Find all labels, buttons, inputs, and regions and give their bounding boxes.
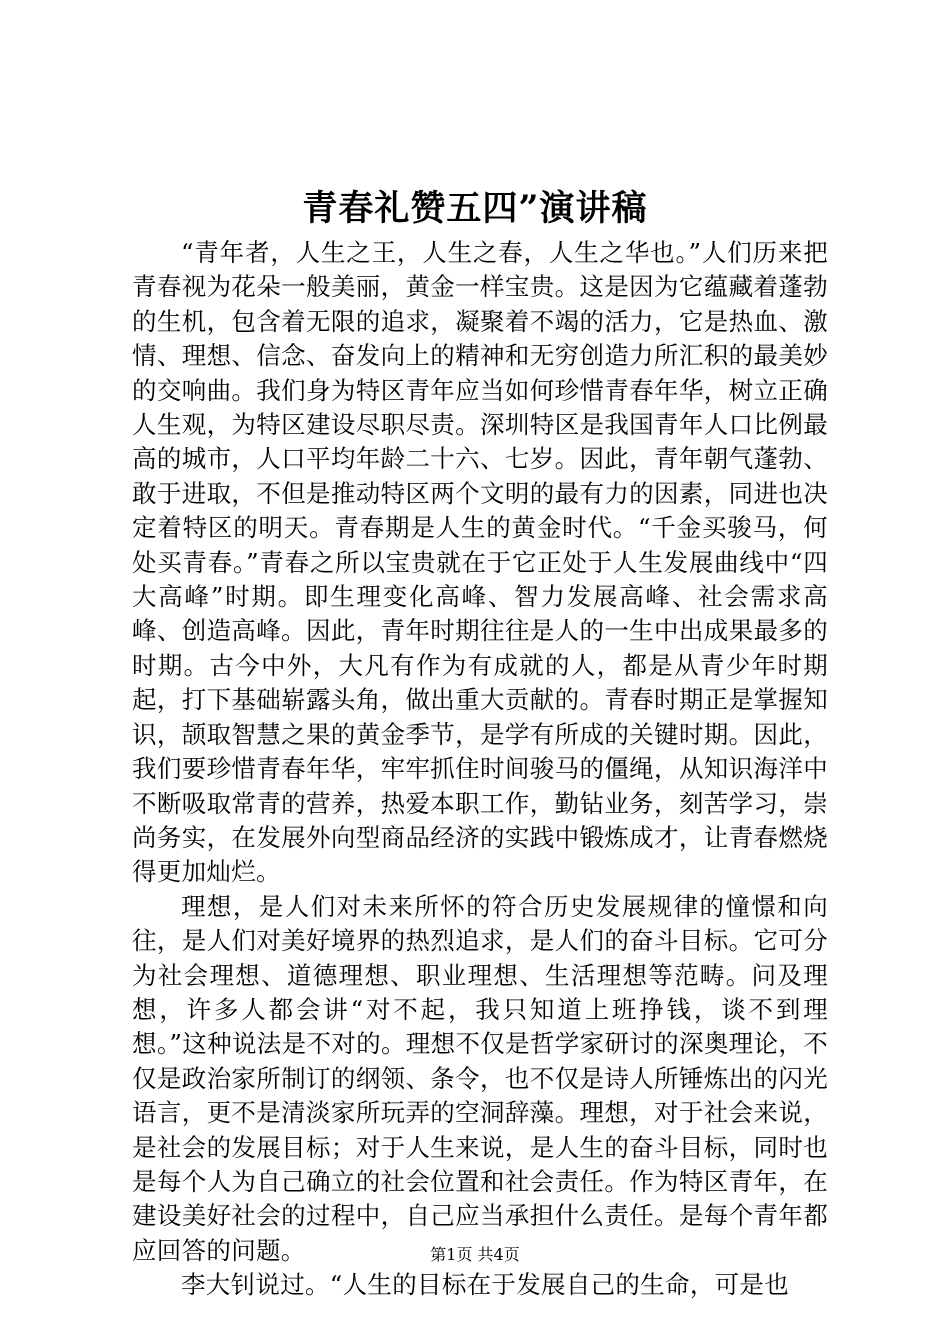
page-footer: 第1页 共4页	[430, 1245, 520, 1264]
document-body	[132, 236, 828, 1303]
paragraph-youth: “青年者，人生之王，人生之春，人生之华也。”人们历来把青春视为花朵一般美丽，黄金一样宝贵。这是因为它蕴藏着蓬勃的生机，包含着无限的追求，凝聚着不竭的活力，它是热血、激情、理想、信念、奋发向上的精神和无穷创造力所汇积的最美妙的交响曲。我们身为特区青年应当如何珍惜青春年华，树立正确人生观，为特区建设尽职尽责。深圳特区是我国青年人口比例最高的城市，人口平均年龄二十六、七岁。因此，青年朝气蓬勃、敢于进取，不但是推动特区两个文明的最有力的因素，同进也决定着特区的明天。青春期是人生的黄金时代。“千金买骏马，何处买青春。”青春之所以宝贵就在于它正处于人生发展曲线中“四大高峰”时期。即生理变化高峰、智力发展高峰、社会需求高峰、创造高峰。因此，青年时期往往是人的一生中出成果最多的时期。古今中外，大凡有作为有成就的人，都是从青少年时期起，打下基础崭露头角，做出重大贡献的。青春时期正是掌握知识，颉取智慧之果的黄金季节，是学有所成的关键时期。因此，我们要珍惜青春年华，牢牢抓住时间骏马的僵绳，从知识海洋中不断吸取常青的营养，热爱本职工作，勤钻业务，刻苦学习，崇尚务实，在发展外向型商品经济的实践中锻炼成才，让青春燃烧得更加灿烂。	[132, 238, 828, 887]
paragraph-ideal: 理想，是人们对未来所怀的符合历史发展规律的憧憬和向往，是人们对美好境界的热烈追求，是人们的奋斗目标。它可分为社会理想、道德理想、职业理想、生活理想等范畴。问及理想，许多人都会讲“对不起，我只知道上班挣钱，谈不到理想。”这种说法是不对的。理想不仅是哲学家研讨的深奥理论，不仅是政治家所制订的纲领、条令，也不仅是诗人所锤炼出的闪光语言，更不是清淡家所玩弄的空洞辞藻。理想，对于社会来说，是社会的发展目标；对于人生来说，是人生的奋斗目标，同时也是每个人为自己确立的社会位置和社会责任。作为特区青年，在建设美好社会的过程中，自己应当承担什么责任。是每个青年都应回答的问题。	[132, 891, 828, 1265]
document-title: 青春礼赞五四”演讲稿	[302, 188, 648, 229]
paragraph-li-dazhao: 李大钊说过。“人生的目标在于发展自己的生命，可是也	[181, 1270, 790, 1300]
